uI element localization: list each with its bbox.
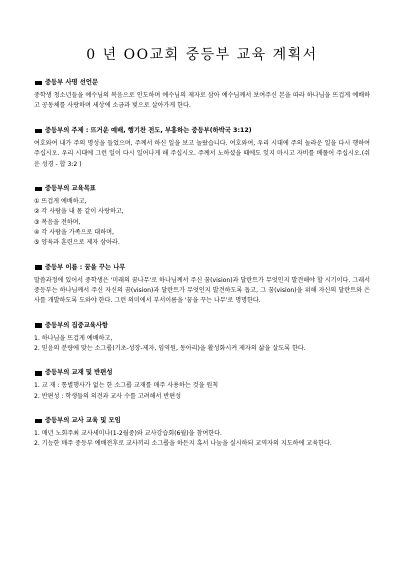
list-item: ④ 각 사람을 가족으로 대하며, <box>34 228 114 236</box>
list-item: ① 뜨겁게 예배하고, <box>34 198 87 206</box>
section-heading-text: 중등부 이름 : 꿈을 꾸는 나무 <box>45 263 126 271</box>
section-heading <box>34 321 370 331</box>
paragraph: 여호와여 내가 주의 명성을 들었으며, 주께서 하신 일을 보고 놀랐습니다. 여호와여, 우리 시대에 주의 놀라운 일을 다시 행하여 주십시오. 우리 시대에 그런 일이 다시 일어나게 해 주십시오. 주께서 노하셨을 때에도 잊지 마시고 자비를 베풀어 주십시오.(쉬운 성경 - 합 3:2 ) <box>34 139 370 168</box>
square-bullet-icon <box>35 419 42 424</box>
list-item: 1. 매년 노회주최 교사세미나(1-2월중)와 교사강습회(6월)을 참여한다. <box>34 429 222 437</box>
list-item: 2. 믿음의 분량에 맞는 소그룹(기초-성장-제자, 임역원, 동아리)을 활성화시켜 제자의 삶을 살도록 한다. <box>34 345 306 353</box>
section-body <box>34 276 370 307</box>
section-focus <box>34 321 370 355</box>
section-heading <box>34 78 370 88</box>
section-mission <box>34 78 370 112</box>
list-item: 2. 반편성 : 학생들의 의견과 교사 수를 고려해서 반편성 <box>34 392 181 400</box>
list-item: ③ 복음을 전하며, <box>34 218 81 226</box>
focus-list <box>34 334 370 355</box>
square-bullet-icon <box>35 129 42 134</box>
section-name <box>34 263 370 307</box>
section-heading <box>34 263 370 273</box>
section-heading <box>34 126 370 136</box>
section-body <box>34 91 370 112</box>
training-list <box>34 429 370 450</box>
section-heading-text: 중등부의 교사 교육 및 모임 <box>45 416 121 424</box>
section-heading-text: 중등부의 교육목표 <box>45 185 96 193</box>
square-bullet-icon <box>35 81 42 86</box>
section-goals <box>34 184 370 248</box>
section-theme <box>34 126 370 170</box>
list-item: ② 각 사람을 내 몸 같이 사랑하고, <box>34 208 124 216</box>
list-item: 1. 교 재 : 통별행사가 없는 한 소그룹 교재를 매주 사용하는 것을 원칙 <box>34 382 219 390</box>
document-title: 0 년 OO교회 중등부 교육 계획서 <box>86 47 318 63</box>
section-heading-text: 중등부 사명 선언문 <box>45 79 99 86</box>
section-heading-text: 중등부의 집중교육사항 <box>45 321 109 329</box>
section-teacher-training <box>34 416 370 450</box>
goal-list <box>34 197 370 248</box>
list-item: ⑤ 양육과 훈련으로 제자 삼아라. <box>34 239 120 247</box>
square-bullet-icon <box>35 265 42 270</box>
section-heading <box>34 184 370 194</box>
curriculum-list <box>34 381 370 402</box>
list-item: 2. 기능한 매주 중등부 예배전후로 교사끼리 소그룹을 하든지 혹서 나눔을 실시하되 교역자의 지도하에 교육한다. <box>34 440 332 448</box>
square-bullet-icon <box>35 187 42 192</box>
section-heading <box>34 368 370 378</box>
paragraph: 말씀과정에 있어서 중학생은 '미래의 꿈나무'로 하나님께서 주신 꿈(vision)과 달란트가 무엇인지 발견해야 할 시기이다. 그래서 중등부는 하나님께서 주신 자신의 꿈(vision)과 달란트가 무엇인지 발견하도록 돕고, 그 꿈(vision)을 위해 자신의 달란트와 은사를 개발하도록 도와야 한다. 그런 의미에서 부서이름을 '꿈을 꾸는 나무'로 명명한다. <box>34 276 370 305</box>
square-bullet-icon <box>35 371 42 376</box>
section-heading-text: 중등부의 교재 및 반편성 <box>45 369 113 377</box>
square-bullet-icon <box>35 323 42 328</box>
section-heading <box>34 416 370 426</box>
section-curriculum <box>34 368 370 402</box>
section-body <box>34 139 370 170</box>
list-item: 1. 하나님을 뜨겁게 예배하고, <box>34 334 113 342</box>
section-heading-text: 중등부의 주제 : 뜨거운 예배, 행기찬 전도, 부흥하는 중등부(하박국 3:12) <box>45 126 252 134</box>
paragraph: 중학생 청소년들을 예수님의 복음으로 인도하며 예수님의 제자로 삼아 예수님께서 보여주신 본을 따라 하나님을 뜨겁게 예배하고 공동체를 사랑하며 세상에 소금과 빛으로 살아가게 한다. <box>34 92 370 110</box>
